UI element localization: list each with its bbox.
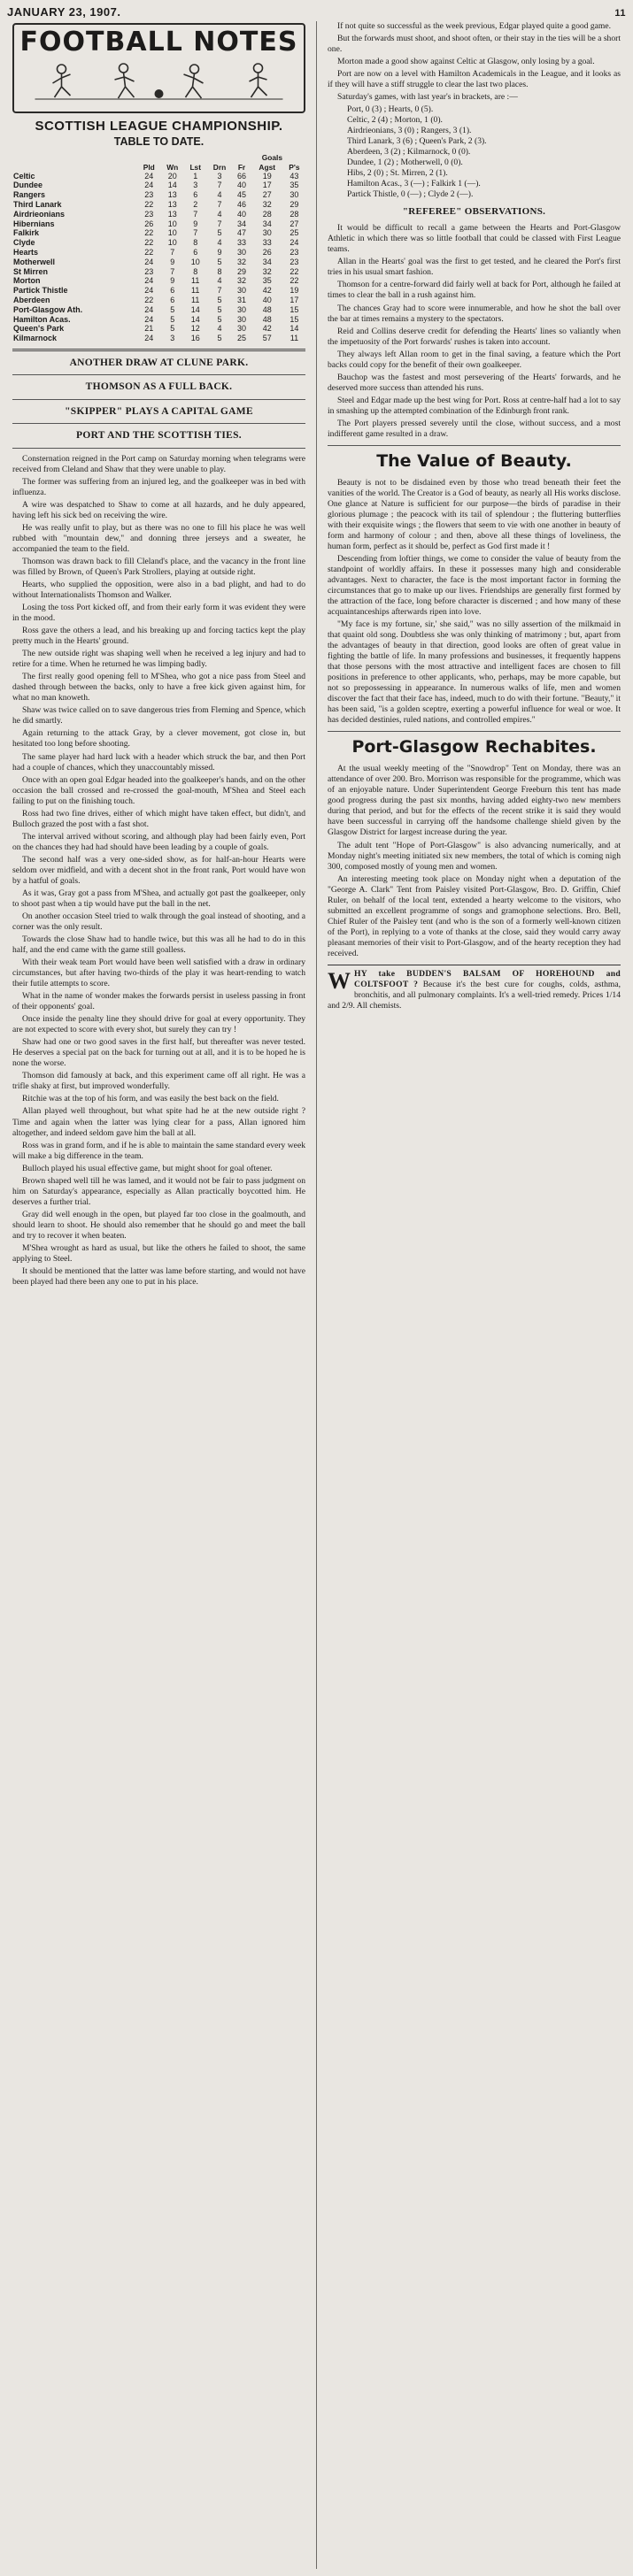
table-cell: 22 <box>144 200 154 210</box>
table-cell: 6 <box>193 190 198 200</box>
table-row <box>12 238 305 248</box>
table-row <box>12 219 305 229</box>
paragraph: At the usual weekly meeting of the "Snowdrop" Tent on Monday, there was an attendance of over 200. Bro. Morrison was responsible for the programme, which was of an enjoyable nature. Under Superintendent George Freeburn this tent has made good progress during the past six months, having added eighty-two new members during that period, and but for the effects of the recent strike it is said they would have been successful in carrying off the handsome challenge shield given by the Glasgow District for largest increase during the year. <box>328 764 621 838</box>
table-row <box>12 200 305 210</box>
table-cell: 3 <box>170 334 175 343</box>
divider <box>12 448 305 449</box>
paragraph: Thomson did famously at back, and this experiment came off all right. He was a trifle shaky at first, but improved wonderfully. <box>12 1071 305 1092</box>
article-body <box>12 454 305 1288</box>
paragraph: Allan played well throughout, but what spite had he at the new outside right ? Time and again when the latter was lying clear for a pass, Allan ignored him altogether, and indeed seldom gave him the ball at all. <box>12 1106 305 1138</box>
paragraph: Port are now on a level with Hamilton Academicals in the League, and it looks as if they will have a stiff struggle to clear the last two places. <box>328 69 621 90</box>
table-row <box>12 286 305 296</box>
league-table <box>12 163 305 343</box>
table-row <box>12 210 305 219</box>
table-cell: 29 <box>237 266 247 276</box>
table-cell: 32 <box>262 266 272 276</box>
divider <box>328 731 621 732</box>
table-cell: 7 <box>193 209 198 219</box>
paragraph: The same player had hard luck with a header which struck the bar, and then Port had a couple of chances, which they unaccountably missed. <box>12 751 305 773</box>
table-row <box>12 258 305 267</box>
table-cell: 3 <box>217 171 222 181</box>
paragraph: With their weak team Port would have been well satisfied with a draw in ordinary circumstances, but after having two-thirds of the play it was heart-rending to watch their futile attempts to score. <box>12 957 305 989</box>
table-cell: 20 <box>167 171 177 181</box>
table-cell: 4 <box>217 276 222 286</box>
results-list <box>328 104 621 200</box>
table-cell: 33 <box>237 238 247 248</box>
column-header: Wn <box>166 162 179 172</box>
column-header: Fr <box>237 162 246 172</box>
page-number: 11 <box>614 8 626 19</box>
table-cell: 24 <box>144 181 154 190</box>
team-name: Hamilton Acas. <box>13 314 71 324</box>
paragraph: As it was, Gray got a pass from M'Shea, and actually got past the goalkeeper, only to shoot past when a tip would have put the ball in the net. <box>12 888 305 909</box>
table-cell: 16 <box>190 334 200 343</box>
paragraph: On another occasion Steel tried to walk through the goal instead of shooting, and a corner was the only result. <box>12 911 305 932</box>
column-header: P's <box>289 162 300 172</box>
table-cell: 24 <box>144 257 154 266</box>
table-cell: 23 <box>289 248 299 258</box>
table-cell: 7 <box>193 228 198 238</box>
table-cell: 5 <box>170 304 175 314</box>
article-deck: PORT AND THE SCOTTISH TIES. <box>76 430 242 442</box>
table-cell: 25 <box>237 334 247 343</box>
table-cell: 22 <box>144 296 154 305</box>
table-cell: 30 <box>237 304 247 314</box>
paragraph: The new outside right was shaping well when he received a leg injury and had to retire for a time. When he returned he was limping badly. <box>12 649 305 670</box>
table-cell: 33 <box>262 238 272 248</box>
table-cell: 24 <box>144 304 154 314</box>
table-cell: 15 <box>289 314 299 324</box>
table-cell: 12 <box>190 324 200 334</box>
table-cell: 24 <box>144 276 154 286</box>
table-cell: 34 <box>237 219 247 228</box>
paragraph: The interval arrived without scoring, and although play had been fairly even, Port on the chances they had had should have been leading by a couple of goals. <box>12 831 305 852</box>
table-cell: 32 <box>262 200 272 210</box>
table-cell: 30 <box>237 286 247 296</box>
beauty-body <box>328 478 621 727</box>
paragraph: The second half was a very one-sided show, as for half-an-hour Hearts were seldom over midfield, and with a decent shot in the front rank, Port would have won by a hatful of goals. <box>12 854 305 886</box>
paragraph: Bauchop was the fastest and most persevering of the Hearts' forwards, and he deserved more success than attended his runs. <box>328 372 621 393</box>
rechabites-title: Port-Glasgow Rechabites. <box>351 737 597 757</box>
table-cell: 4 <box>217 238 222 248</box>
article-body-continued <box>328 21 621 103</box>
table-cell: 22 <box>144 238 154 248</box>
table-cell: 7 <box>170 266 175 276</box>
paragraph: Ritchie was at the top of his form, and was easily the best back on the field. <box>22 1094 279 1104</box>
table-cell: 10 <box>167 238 177 248</box>
table-cell: 10 <box>167 228 177 238</box>
table-cell: 22 <box>144 228 154 238</box>
table-cell: 7 <box>217 286 222 296</box>
table-cell: 3 <box>193 181 198 190</box>
table-cell: 48 <box>262 314 272 324</box>
team-name: Falkirk <box>13 228 40 238</box>
article-headline: ANOTHER DRAW AT CLUNE PARK. <box>69 358 249 368</box>
table-cell: 26 <box>262 248 272 258</box>
table-cell: 11 <box>191 276 200 286</box>
table-cell: 5 <box>170 324 175 334</box>
table-cell: 7 <box>170 248 175 258</box>
table-cell: 34 <box>262 257 272 266</box>
table-cell: 4 <box>217 209 222 219</box>
advert-dropcap: W <box>328 967 351 994</box>
table-row <box>12 172 305 181</box>
observations-body <box>328 223 621 440</box>
table-cell: 22 <box>289 276 299 286</box>
league-heading: SCOTTISH LEAGUE CHAMPIONSHIP. <box>35 118 283 134</box>
table-cell: 23 <box>289 257 299 266</box>
table-cell: 14 <box>190 314 200 324</box>
paragraph: The chances Gray had to score were innumerable, and how he shot the ball over the bar at times remains a mystery to the spectators. <box>328 303 621 324</box>
table-cell: 5 <box>217 304 222 314</box>
divider <box>12 374 305 375</box>
paragraph: It should be mentioned that the latter was lame before starting, and would not have been played had there been any one to put in his place. <box>12 1265 305 1287</box>
table-cell: 31 <box>237 296 247 305</box>
observations-heading: "REFEREE" OBSERVATIONS. <box>402 205 546 217</box>
table-cell: 30 <box>237 314 247 324</box>
table-cell: 5 <box>217 314 222 324</box>
paragraph: Saturday's games, with last year's in brackets, are :— <box>337 92 518 103</box>
table-row <box>12 276 305 286</box>
table-cell: 11 <box>191 286 200 296</box>
table-cell: 8 <box>193 266 198 276</box>
table-cell: 5 <box>217 334 222 343</box>
table-cell: 1 <box>193 171 198 181</box>
table-cell: 24 <box>144 286 154 296</box>
table-cell: 40 <box>237 181 247 190</box>
table-cell: 26 <box>144 219 154 228</box>
result-line: Dundee, 1 (2) ; Motherwell, 0 (0). <box>347 158 463 168</box>
column-right <box>328 21 621 2569</box>
league-table-head <box>12 163 305 172</box>
article-deck: "SKIPPER" PLAYS A CAPITAL GAME <box>65 405 253 417</box>
paragraph: What in the name of wonder makes the forwards persist in useless passing in front of their opponents' goal. <box>12 991 305 1012</box>
team-name: Partick Thistle <box>13 286 68 296</box>
paragraph: Thomson was drawn back to fill Cleland's place, and the vacancy in the front line was filled by Brown, of Queen's Park Strollers, playing at outside right. <box>12 556 305 577</box>
result-line: Aberdeen, 3 (2) ; Kilmarnock, 0 (0). <box>347 147 471 158</box>
paragraph: The former was suffering from an injured leg, and the goalkeeper was in bed with influenza. <box>12 476 305 497</box>
team-name: Motherwell <box>13 257 56 266</box>
table-cell: 9 <box>193 219 198 228</box>
table-cell: 34 <box>262 219 272 228</box>
table-cell: 13 <box>167 200 177 210</box>
paragraph: Thomson for a centre-forward did fairly well at back for Port, although he failed at times to clear the ball in a rush against him. <box>328 280 621 301</box>
table-cell: 9 <box>217 248 222 258</box>
paragraph: The adult tent "Hope of Port-Glasgow" is also advancing numerically, and at Monday night's meeting initiated six new members, the total of which is coming nigh 300, composed mostly of young men and women. <box>328 840 621 872</box>
paragraph: If not quite so successful as the week previous, Edgar played quite a good game. <box>337 21 612 31</box>
paragraph: Allan in the Hearts' goal was the first to get tested, and he cleared the Port's first tries in his usual smart fashion. <box>328 257 621 278</box>
team-name: Aberdeen <box>13 296 50 305</box>
table-cell: 14 <box>167 181 177 190</box>
divider <box>12 423 305 424</box>
team-name: Celtic <box>13 171 35 181</box>
table-cell: 42 <box>262 286 272 296</box>
table-cell: 45 <box>237 190 247 200</box>
balsam-advert <box>328 965 621 1011</box>
table-cell: 22 <box>289 266 299 276</box>
table-cell: 29 <box>289 200 299 210</box>
table-cell: 13 <box>167 190 177 200</box>
paragraph: Ross gave the others a lead, and his breaking up and forcing tactics kept the play pretty much in the Hearts' ground. <box>12 626 305 647</box>
table-row <box>12 181 305 190</box>
paragraph: "My face is my fortune, sir,' she said," was no silly assertion of the milkmaid in that quaint old song. Doubtless she was only thinking of matrimony ; but, apart from the advantages of beauty in that direction, good looks are often of great value in fighting the battle of life. In many professions and businesses, it frequently happens that those persons with the most attractive and intelligent faces are chosen to fill positions in preference to other applicants, who, perhaps, may be more capable, but not so prepossessing in appearance. In numerous walks of life, men and women discover the fact that their face has, indeed, much to do with their fortune. "Beauty," it has been said, "is a golden sceptre, exerting a powerful influence for weal or woe. It has decided destinies, ruled nations, and controlled empires." <box>328 619 621 726</box>
column-rule <box>316 21 317 2569</box>
result-line: Hamilton Acas., 3 (—) ; Falkirk 1 (—). <box>347 179 481 189</box>
paragraph: Morton made a good show against Celtic at Glasgow, only losing by a goal. <box>337 57 595 67</box>
advert-lead: HY take BUDDEN'S BALSAM OF HOREHOUND and COLTSFOOT ? <box>354 968 621 989</box>
paragraph: Consternation reigned in the Port camp on Saturday morning when telegrams were received from Cleland and Shaw that they were unable to play. <box>12 453 305 474</box>
rechabites-body <box>328 764 621 959</box>
table-cell: 30 <box>237 324 247 334</box>
paragraph: Once inside the penalty line they should drive for goal at every opportunity. They are not expected to score with every shot, but surely they can try ! <box>12 1014 305 1035</box>
table-cell: 40 <box>237 209 247 219</box>
table-cell: 11 <box>289 334 299 343</box>
paragraph: Hearts, who supplied the opposition, were also in a bad plight, and had to do without Internationalists Thomson and Walker. <box>12 580 305 601</box>
beauty-title: The Value of Beauty. <box>376 450 572 471</box>
column-header: Drn <box>212 162 227 172</box>
result-line: Celtic, 2 (4) ; Morton, 1 (0). <box>347 115 443 126</box>
result-line: Hibs, 2 (0) ; St. Mirren, 2 (1). <box>347 168 448 179</box>
paragraph: Brown shaped well till he was lamed, and it would not be fair to pass judgment on him on Saturday's appearance, especially as Allan practically boycotted him. He deserves a further trial. <box>12 1175 305 1207</box>
masthead <box>7 5 626 19</box>
table-cell: 7 <box>217 200 222 210</box>
table-row <box>12 334 305 343</box>
table-row <box>12 248 305 258</box>
table-cell: 2 <box>193 200 198 210</box>
football-players-illustration <box>19 60 298 101</box>
paragraph: Shaw was twice called on to save dangerous tries from Fleming and Spence, which he did smartly. <box>12 705 305 727</box>
columns <box>12 21 621 2569</box>
table-cell: 27 <box>262 190 272 200</box>
table-cell: 5 <box>170 314 175 324</box>
table-row <box>12 324 305 334</box>
table-cell: 5 <box>217 228 222 238</box>
paragraph: Descending from loftier things, we come to consider the value of beauty from the standpoint of worldly affairs. In these it possesses many high and considerable advantages. Next to character, the face is the most important factor in forming the circumstances that go to make up our lives. Friendships are generally first formed by the attraction of the face, long before character is discerned ; and how many of these acquaintanceships afterwards ripen into love. <box>328 553 621 618</box>
paragraph: Again returning to the attack Gray, by a clever movement, got close in, but hesitated too long before shooting. <box>12 728 305 750</box>
goals-label: Goals <box>261 153 282 163</box>
table-cell: 17 <box>262 181 272 190</box>
team-name: Hibernians <box>13 219 55 228</box>
table-cell: 5 <box>217 296 222 305</box>
table-row <box>12 296 305 305</box>
football-notes-banner <box>12 23 305 113</box>
table-cell: 43 <box>289 171 299 181</box>
result-line: Third Lanark, 3 (6) ; Queen's Park, 2 (3). <box>347 136 487 147</box>
table-cell: 13 <box>167 209 177 219</box>
column-header: Pld <box>143 162 155 172</box>
banner-title: FOOTBALL NOTES <box>19 27 298 58</box>
table-cell: 8 <box>217 266 222 276</box>
paragraph: The Port players pressed severely until the close, without success, and a most indifferent game resulted in a draw. <box>328 418 621 439</box>
paragraph: The first really good opening fell to M'Shea, who got a nice pass from Steel and dashed through between the backs, only to have a free kick given against him, for what no man knoweth. <box>12 672 305 704</box>
table-cell: 4 <box>217 324 222 334</box>
column-header <box>12 163 137 172</box>
table-cell: 24 <box>144 171 154 181</box>
table-cell: 19 <box>262 171 272 181</box>
team-name: Dundee <box>13 181 43 190</box>
divider <box>328 445 621 446</box>
table-cell: 24 <box>289 238 299 248</box>
team-name: Clyde <box>13 238 35 248</box>
table-cell: 28 <box>262 209 272 219</box>
table-cell: 23 <box>144 190 154 200</box>
table-row <box>12 228 305 238</box>
result-line: Airdrieonians, 3 (0) ; Rangers, 3 (1). <box>347 126 472 136</box>
paragraph: They always left Allan room to get in the final saving, a feature which the Port backs could copy for the benefit of their own goalkeeper. <box>328 349 621 370</box>
table-row <box>12 315 305 325</box>
table-cell: 7 <box>217 219 222 228</box>
table-cell: 21 <box>144 324 154 334</box>
issue-date: JANUARY 23, 1907. <box>7 5 121 19</box>
table-cell: 4 <box>217 190 222 200</box>
column-left <box>12 21 305 2569</box>
team-name: St Mirren <box>13 266 49 276</box>
paragraph: Once with an open goal Edgar headed into the goalkeeper's hands, and on the other occasion the ball crossed and re-crossed the goal-mouth, M'Shea and Steel each failing to put on the finishing touch. <box>12 774 305 806</box>
paragraph: Beauty is not to be disdained even by those who tread beneath their feet the vanities of the world. The Creator is a God of beauty, as nearly all His works disclose. One glance at Nature is sufficient for our purpose—the birds of paradise in their glorious plumage ; the peacock with its tail of splendour ; the fluttering butterflies with their exquisite wings ; the flowers that seem to vie with one another in beauty of form and harmony of colour ; and then, above all these things of loveliness, the human form, perfect as it should be, perfect as God first made it ! <box>328 477 621 551</box>
team-name: Airdrieonians <box>13 209 66 219</box>
table-cell: 23 <box>144 209 154 219</box>
table-cell: 24 <box>144 314 154 324</box>
table-cell: 66 <box>237 171 247 181</box>
table-row <box>12 305 305 315</box>
team-name: Rangers <box>13 190 46 200</box>
table-cell: 24 <box>144 334 154 343</box>
table-cell: 6 <box>170 296 175 305</box>
paragraph: M'Shea wrought as hard as usual, but like the others he failed to shoot, the same applying to Steel. <box>12 1242 305 1264</box>
table-cell: 6 <box>170 286 175 296</box>
table-cell: 6 <box>193 248 198 258</box>
table-cell: 48 <box>262 304 272 314</box>
table-cell: 9 <box>170 276 175 286</box>
paragraph: An interesting meeting took place on Monday night when a deputation of the "George A. Clark" Tent from Paisley visited Port-Glasgow, Bro. D. Griffin, Chief Ruler, on behalf of the local tent, extended a hearty welcome to the visitors, who submitted an excellent programme of songs and gramophone selections. Bro. Bell, Chief Ruler of the Paisley tent (and who is the son of a formerly well-known citizen of the Port), in replying to a vote of thanks at the close, said they would carry away pleasant memories of their visit to Port-Glasgow, and of the hearty reception they had received. <box>328 873 621 958</box>
result-line: Partick Thistle, 0 (—) ; Clyde 2 (—). <box>347 189 474 200</box>
divider <box>12 399 305 400</box>
table-row <box>12 267 305 277</box>
table-cell: 57 <box>262 334 272 343</box>
table-cell: 30 <box>262 228 272 238</box>
paragraph: Steel and Edgar made up the best wing for Port. Ross at centre-half had a lot to say in smashing up the attempted combination of the Edinburgh front rank. <box>328 395 621 416</box>
paragraph: Towards the close Shaw had to handle twice, but this was all he had to do in this half, and the end came with the game still goalless. <box>12 934 305 956</box>
paragraph: A wire was despatched to Shaw to come at all hazards, and he duly appeared, having left his sick bed on receiving the wire. <box>12 499 305 520</box>
table-cell: 15 <box>289 304 299 314</box>
table-cell: 14 <box>190 304 200 314</box>
table-cell: 10 <box>190 257 200 266</box>
table-cell: 28 <box>289 209 299 219</box>
table-cell: 8 <box>193 238 198 248</box>
table-cell: 46 <box>237 200 247 210</box>
team-name: Hearts <box>13 248 39 258</box>
paragraph: Ross had two fine drives, either of which might have taken effect, but didn't, and Bulloch grazed the post with a fast shot. <box>12 808 305 829</box>
table-cell: 7 <box>217 181 222 190</box>
column-header: Agst <box>259 162 276 172</box>
table-cell: 9 <box>170 257 175 266</box>
table-row <box>12 190 305 200</box>
team-name: Third Lanark <box>13 200 62 210</box>
table-cell: 30 <box>289 190 299 200</box>
paragraph: It would be difficult to recall a game between the Hearts and Port-Glasgow Athletic in which there was so little football that could be classed with First League teams. <box>328 223 621 255</box>
team-name: Kilmarnock <box>13 334 58 343</box>
table-cell: 35 <box>262 276 272 286</box>
table-cell: 17 <box>289 296 299 305</box>
table-cell: 23 <box>144 266 154 276</box>
table-cell: 30 <box>237 248 247 258</box>
paragraph: Shaw had one or two good saves in the first half, but thereafter was never tested. He deserves a special pat on the back for turning out at all, and it is to be hoped he is none the worse. <box>12 1037 305 1069</box>
table-cell: 10 <box>167 219 177 228</box>
table-cell: 40 <box>262 296 272 305</box>
league-subheading: TABLE TO DATE. <box>113 135 205 149</box>
table-cell: 19 <box>289 286 299 296</box>
table-cell: 35 <box>289 181 299 190</box>
paragraph: Losing the toss Port kicked off, and from their early form it was evident they were in the mood. <box>12 603 305 624</box>
paragraph: Reid and Collins deserve credit for defending the Hearts' lines so valiantly when the impetuosity of the Port forwards' rushes is taken into account. <box>328 326 621 347</box>
advert-body: Because it's the best cure for coughs, colds, asthma, bronchitis, and all pulmonary complaints. It's a well-tried remedy. Prices 1/14 and 2/9. All chemists. <box>328 979 621 1011</box>
table-cell: 14 <box>289 324 299 334</box>
table-cell: 5 <box>217 257 222 266</box>
divider <box>12 349 305 351</box>
paragraph: Bulloch played his usual effective game, but might shoot for goal oftener. <box>22 1163 273 1173</box>
team-name: Port-Glasgow Ath. <box>13 304 83 314</box>
result-line: Port, 0 (3) ; Hearts, 0 (5). <box>347 104 434 115</box>
table-cell: 27 <box>289 219 299 228</box>
column-header: Lst <box>189 162 201 172</box>
paragraph: Ross was in grand form, and if he is able to maintain the same standard every week will make a big difference in the team. <box>12 1140 305 1161</box>
table-cell: 47 <box>237 228 247 238</box>
paragraph: He was really unfit to play, but as there was no one to fill his place he was well rubbed with "mountain dew," and donning three jerseys and a sweater, he accompanied the team to the field. <box>12 522 305 554</box>
table-cell: 42 <box>262 324 272 334</box>
team-name: Morton <box>13 276 41 286</box>
table-cell: 32 <box>237 257 247 266</box>
table-cell: 11 <box>191 296 200 305</box>
table-cell: 22 <box>144 248 154 258</box>
paragraph: But the forwards must shoot, and shoot often, or their stay in the ties will be a short one. <box>328 34 621 55</box>
article-deck: THOMSON AS A FULL BACK. <box>85 381 233 393</box>
table-cell: 32 <box>237 276 247 286</box>
table-cell: 25 <box>289 228 299 238</box>
league-table-body <box>12 172 305 343</box>
paragraph: Gray did well enough in the open, but played far too close in the goalmouth, and should learn to shoot. He should also remember that he should go and meet the ball and try to recover it when beaten. <box>12 1209 305 1241</box>
team-name: Queen's Park <box>13 324 65 334</box>
